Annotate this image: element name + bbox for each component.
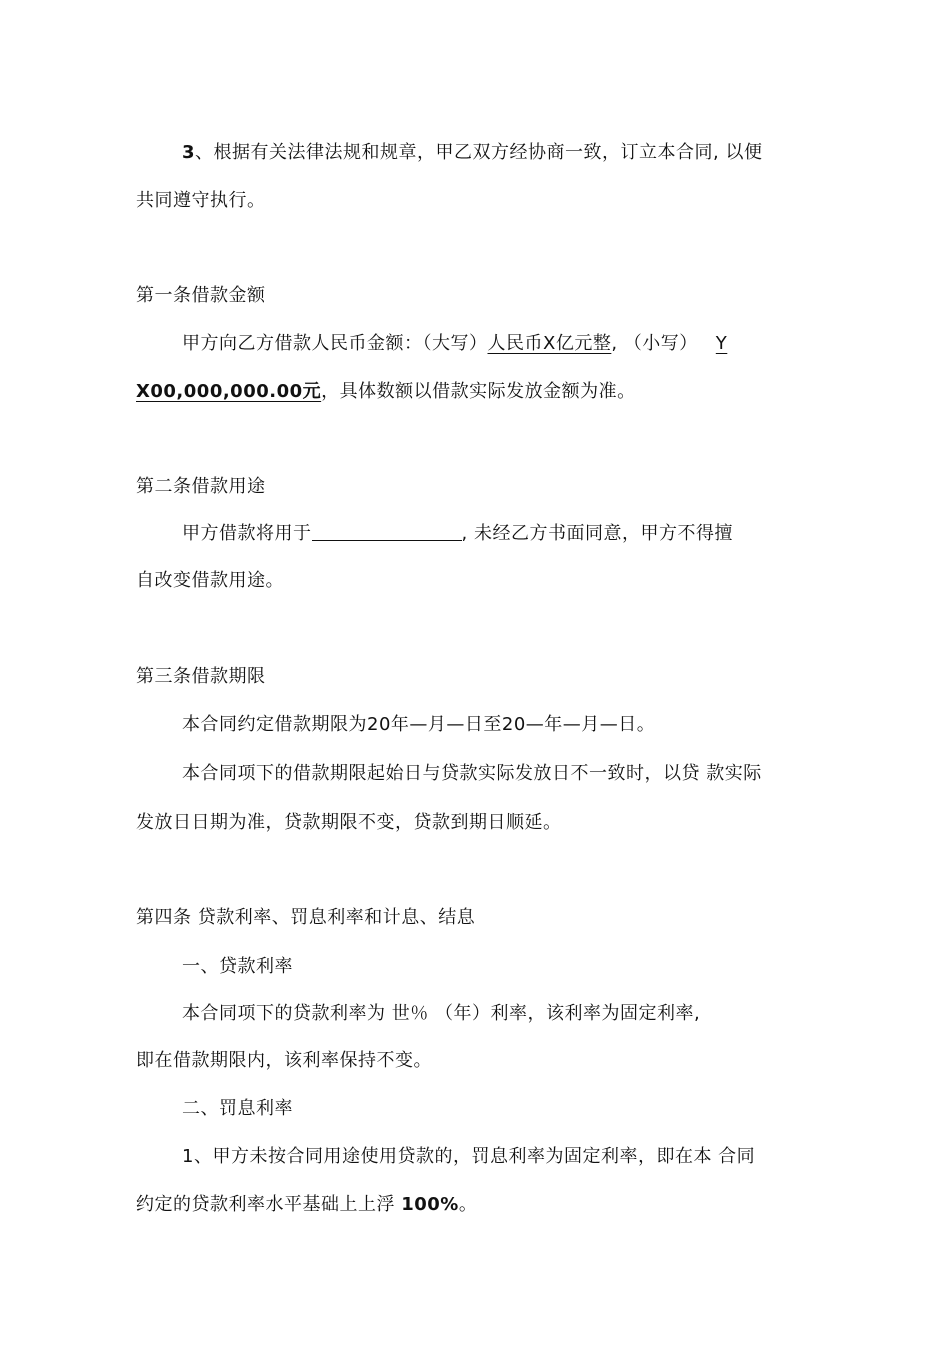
article-3-line-3: 发放日日期为准，贷款期限不变，贷款到期日顺延。 xyxy=(136,812,562,833)
article-3-line-1: 本合同约定借款期限为20年—月—日至20—年—月—日。 xyxy=(182,714,656,735)
text: ，具体数额以借款实际发放金额为准。 xyxy=(321,381,636,402)
clause-number: 3 xyxy=(182,142,196,163)
clause-text: 、根据有关法律法规和规章，甲乙双方经协商一致，订立本合同, 以便 xyxy=(195,142,763,163)
yen-symbol: Y xyxy=(715,333,728,354)
percentage: 100% xyxy=(401,1194,459,1215)
article-2-heading: 第二条借款用途 xyxy=(136,476,266,497)
text: 约定的贷款利率水平基础上上浮 xyxy=(136,1194,402,1215)
text: , （小写） xyxy=(611,333,698,354)
article-1-line-2 xyxy=(136,380,636,404)
article-1-heading: 第一条借款金额 xyxy=(136,285,266,306)
article-4-heading: 第四条 贷款利率、罚息利率和计息、结息 xyxy=(136,907,476,928)
clause-3-line-2: 共同遵守执行。 xyxy=(136,190,266,211)
section-1-line-1: 本合同项下的贷款利率为 世％ （年）利率，该利率为固定利率, xyxy=(182,1003,701,1024)
clause-3-line-1 xyxy=(182,141,762,165)
article-2-line-2: 自改变借款用途。 xyxy=(136,570,284,591)
section-2-title: 二、罚息利率 xyxy=(182,1098,293,1119)
section-1-title: 一、贷款利率 xyxy=(182,956,293,977)
text: 甲方向乙方借款人民币金额：（大写） xyxy=(182,333,488,354)
article-3-heading: 第三条借款期限 xyxy=(136,666,266,687)
purpose-blank xyxy=(312,522,462,541)
text: 。 xyxy=(458,1194,478,1215)
article-2-line-1 xyxy=(182,522,733,546)
section-1-line-2: 即在借款期限内，该利率保持不变。 xyxy=(136,1050,432,1071)
text: , 未经乙方书面同意，甲方不得擅 xyxy=(461,523,733,544)
text: 甲方借款将用于 xyxy=(182,523,312,544)
article-3-line-2: 本合同项下的借款期限起始日与贷款实际发放日不一致时，以贷 款实际 xyxy=(182,763,762,784)
section-2-item-1-line-2 xyxy=(136,1193,477,1217)
amount-upper: 人民币X亿元整 xyxy=(487,333,612,354)
section-2-item-1-line-1: 1、甲方未按合同用途使用贷款的，罚息利率为固定利率，即在本 合同 xyxy=(182,1146,756,1167)
article-1-line-1 xyxy=(182,332,727,356)
amount-lower: X00,000,000.00元 xyxy=(136,381,322,402)
